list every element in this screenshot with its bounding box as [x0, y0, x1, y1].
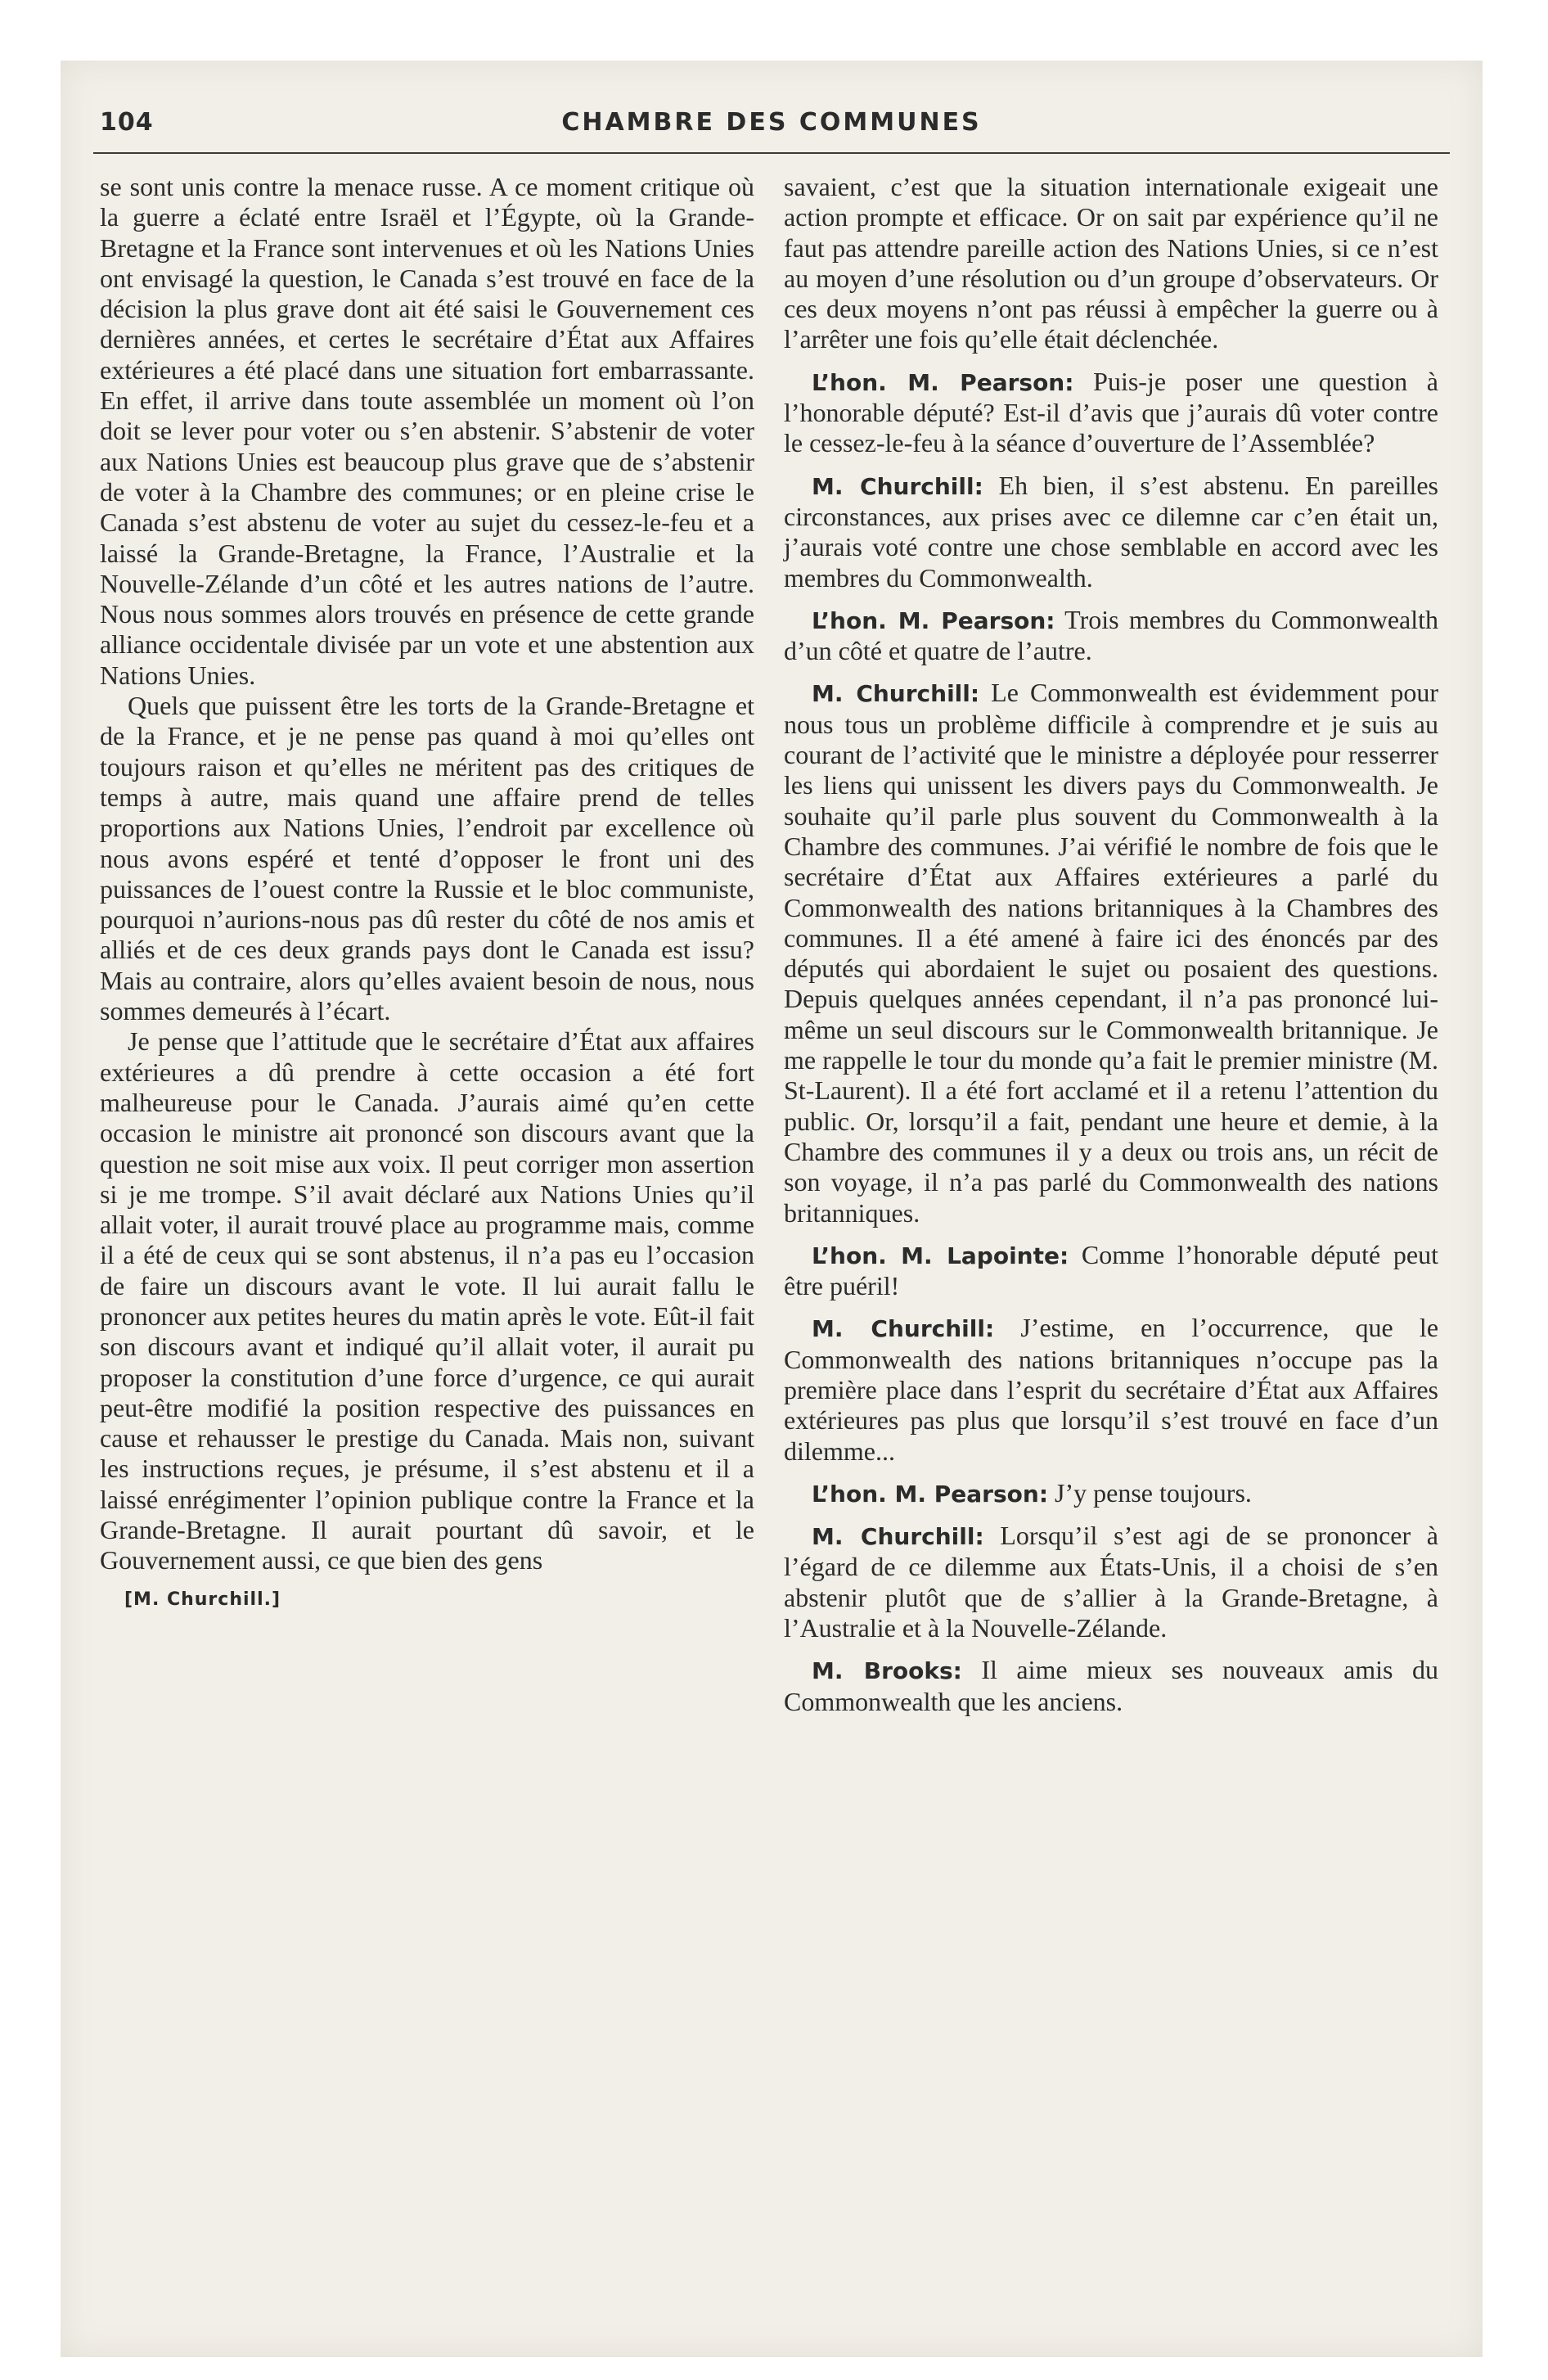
speaker-footnote: [M. Churchill.] [124, 1589, 281, 1610]
speaker-name: M. Churchill: [812, 1523, 984, 1551]
left-column [100, 172, 754, 1615]
paragraph: Je pense que l’attitude que le secrétaire d’État aux affaires extérieures a dû prendre à cette occasion a été fort malheureuse pour le Canada. J’aurais aimé qu’en cette occasion le ministre ait prononcé son discours avant que la question ne soit mise aux voix. Il peut corriger mon assertion si je me trompe. S’il avait déclaré aux Nations Unies qu’il allait voter, il aurait trouvé place au programme mais, comme il a été de ceux qui se sont abstenus, il n’a pas eu l’occasion de faire un discours avant le vote. Il lui aurait fallu le prononcer aux petites heures du matin après le vote. Eût-il fait son discours avant et indiqué qu’il allait voter, il aurait pu proposer la constitution d’une force d’urgence, ce qui aurait peut-être modifié la position respective des puissances en cause et rehausser le prestige du Canada. Mais non, suivant les instructions reçues, je présume, il s’est abstenu et il a laissé enrégimenter l’opinion publique contre la France et la Grande-Bretagne. Il aurait pourtant dû savoir, et le Gouvernement aussi, ce que bien des gens [100, 1026, 754, 1575]
speech-text: J’y pense toujours. [1055, 1477, 1252, 1508]
paragraph: savaient, c’est que la situation internationale exigeait une action prompte et efficace. Or on sait par expérience qu’il ne faut pas attendre pareille action des Nations Unies, si ce n’est au moyen d’une résolution ou d’un groupe d’observateurs. Or ces deux moyens n’ont pas réussi à empêcher la guerre ou à l’arrêter une fois qu’elle était déclenchée. [784, 172, 1438, 354]
page-title: CHAMBRE DES COMMUNES [561, 108, 982, 137]
speech-entry [784, 605, 1438, 667]
speaker-name: L’hon. M. Pearson: [812, 1480, 1049, 1508]
speech-text: Lorsqu’il s’est agi de se prononcer à l’égard de ce dilemme aux États-Unis, il a choisi de s’en abstenir plutôt que de s’allier à la Grande-Bretagne, à l’Australie et à la Nouvelle-Zélande. [784, 1521, 1438, 1643]
speaker-name: L’hon. M. Pearson: [812, 606, 1055, 634]
paragraph: se sont unis contre la menace russe. A ce moment critique où la guerre a éclaté entre Israël et l’Égypte, où la Grande-Bretagne et la France sont intervenues et où les Nations Unies ont envisagé la question, le Canada s’est trouvé en face de la décision la plus grave dont ait été saisi le Gouvernement ces dernières années, et certes le secrétaire d’État aux Affaires extérieures a été placé dans une situation fort embarrassante. En effet, il arrive dans toute assemblée un moment où l’on doit se lever pour voter ou s’en abstenir. S’abstenir de voter aux Nations Unies est beaucoup plus grave que de s’abstenir de voter à la Chambre des communes; or en pleine crise le Canada s’est abstenu de voter au sujet du cessez-le-feu et a laissé la Grande-Bretagne, la France, l’Australie et la Nouvelle-Zélande d’un côté et les autres nations de l’autre. Nous nous sommes alors trouvés en présence de cette grande alliance occidentale divisée par un vote et une abstention aux Nations Unies. [100, 172, 754, 690]
speech-entry [784, 1478, 1438, 1509]
speech-text: J’estime, en l’occurrence, que le Commonwealth des nations britanniques n’occupe pas la première place dans l’esprit du secrétaire d’État aux Affaires extérieures pas plus que lorsqu’il s’est trouvé en face d’un dilemme... [784, 1313, 1439, 1466]
text-columns [100, 172, 1443, 2316]
hansard-page [93, 103, 1450, 2329]
speech-text: Eh bien, il s’est abstenu. En pareilles circonstances, aux prises avec ce dilemne car c’en était un, j’aurais voté contre une chose semblable en accord avec les membres du Commonwealth. [784, 470, 1439, 593]
speech-text: Il aime mieux ses nouveaux amis du Commonwealth que les anciens. [784, 1655, 1439, 1716]
speech-text: Puis-je poser une question à l’honorable député? Est-il d’avis que j’aurais dû voter contre le cessez-le-feu à la séance d’ouverture de l’Assemblée? [784, 366, 1438, 458]
speech-entry [784, 1521, 1438, 1643]
speaker-name: L’hon. M. Pearson: [812, 368, 1074, 396]
running-header [93, 103, 1450, 154]
speech-text: Le Commonwealth est évidemment pour nous tous un problème difficile à comprendre et je suis au courant de l’activité que le ministre a déployée pour resserrer les liens qui unissent les divers pays du Commonwealth. Je souhaite qu’il parle plus souvent du Commonwealth à la Chambre des communes. J’ai vérifié le nombre de fois que le secrétaire d’État aux Affaires extérieures a parlé du Commonwealth des nations britanniques à la Chambres des communes. Il a été amené à faire ici des énoncés par des députés qui abordaient le sujet ou posaient des questions. Depuis quelques années cependant, il n’a pas prononcé lui-même un seul discours sur le Commonwealth britannique. Je me rappelle le tour du monde qu’a fait le premier ministre (M. St-Laurent). Il a été fort acclamé et il a retenu l’attention du public. Or, lorsqu’il a fait, pendant une heure et demie, à la Chambre des communes il y a deux ou trois ans, un récit de son voyage, il n’a pas parlé du Commonwealth des nations britanniques. [784, 678, 1439, 1228]
scanned-page [61, 61, 1483, 2357]
speaker-name: M. Brooks: [812, 1657, 962, 1685]
speaker-name: M. Churchill: [812, 1315, 995, 1343]
speech-entry [784, 1313, 1438, 1466]
speech-entry [784, 1240, 1438, 1302]
speech-text: Comme l’honorable député peut être puéril! [784, 1239, 1438, 1301]
speech-entry [784, 471, 1438, 593]
speech-entry [784, 678, 1438, 1228]
paragraph: Quels que puissent être les torts de la Grande-Bretagne et de la France, et je ne pense pas quand à moi qu’elles ont toujours raison et qu’elles ne méritent pas des critiques de temps à autre, mais quand une affaire prend de telles proportions aux Nations Unies, l’endroit par excellence où nous avons espéré et tenté d’opposer le front uni des puissances de l’ouest contre la Russie et le bloc communiste, pourquoi n’aurions-nous pas dû rester du côté de nos amis et alliés et de ces deux grands pays dont le Canada est issu? Mais au contraire, alors qu’elles avaient besoin de nous, nous sommes demeurés à l’écart. [100, 691, 754, 1026]
speaker-name: M. Churchill: [812, 680, 980, 708]
speech-text: Trois membres du Commonwealth d’un côté et quatre de l’autre. [784, 604, 1438, 666]
speech-entry [784, 367, 1438, 459]
speech-entry [784, 1655, 1438, 1717]
page-number: 104 [100, 108, 154, 137]
speaker-name: L’hon. M. Lapointe: [812, 1242, 1069, 1269]
speaker-name: M. Churchill: [812, 472, 983, 500]
right-column [784, 172, 1438, 1717]
